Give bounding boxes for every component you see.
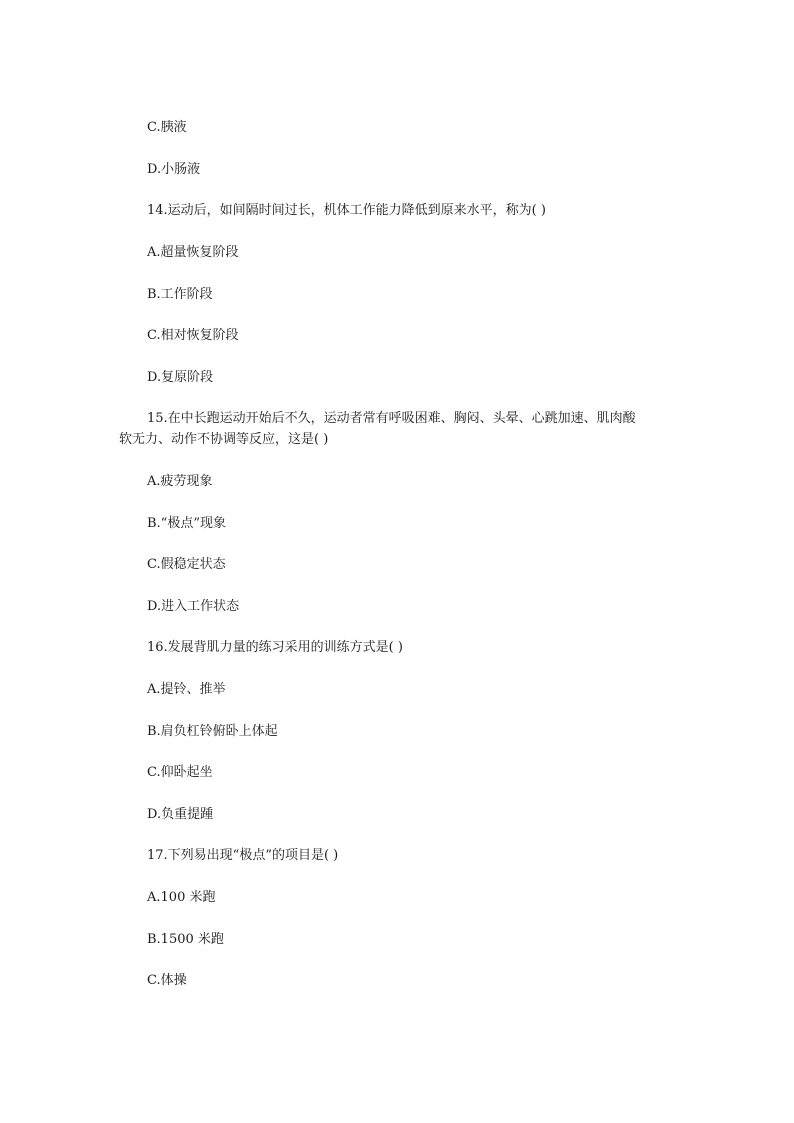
question-14: 14.运动后，如间隔时间过长，机体工作能力降低到原来水平，称为( ) bbox=[147, 203, 546, 218]
option-c-pancreatic-juice: C.胰液 bbox=[147, 120, 187, 135]
question-16: 16.发展背肌力量的练习采用的训练方式是( ) bbox=[147, 640, 403, 655]
q16-option-a: A.提铃、推举 bbox=[147, 682, 226, 697]
option-d-intestinal-juice: D.小肠液 bbox=[147, 162, 201, 177]
q15-option-b: B.“极点”现象 bbox=[147, 516, 226, 531]
q14-option-a: A.超量恢复阶段 bbox=[147, 245, 239, 260]
question-15-line-2: 软无力、动作不协调等反应，这是( ) bbox=[119, 432, 329, 447]
q15-option-c: C.假稳定状态 bbox=[147, 557, 226, 572]
q15-option-a: A.疲劳现象 bbox=[147, 474, 213, 489]
q14-option-b: B.工作阶段 bbox=[147, 287, 213, 302]
question-15-line-1: 15.在中长跑运动开始后不久，运动者常有呼吸困难、胸闷、头晕、心跳加速、肌肉酸 bbox=[147, 411, 636, 426]
q14-option-d: D.复原阶段 bbox=[147, 370, 214, 385]
q14-option-c: C.相对恢复阶段 bbox=[147, 328, 239, 343]
q17-option-a: A.100 米跑 bbox=[147, 890, 216, 905]
q16-option-b: B.肩负杠铃俯卧上体起 bbox=[147, 724, 278, 739]
q16-option-c: C.仰卧起坐 bbox=[147, 765, 213, 780]
q15-option-d: D.进入工作状态 bbox=[147, 599, 240, 614]
q17-option-c: C.体操 bbox=[147, 973, 187, 988]
q17-option-b: B.1500 米跑 bbox=[147, 932, 224, 947]
question-17: 17.下列易出现“极点”的项目是( ) bbox=[147, 848, 339, 863]
q16-option-d: D.负重提踵 bbox=[147, 807, 214, 822]
